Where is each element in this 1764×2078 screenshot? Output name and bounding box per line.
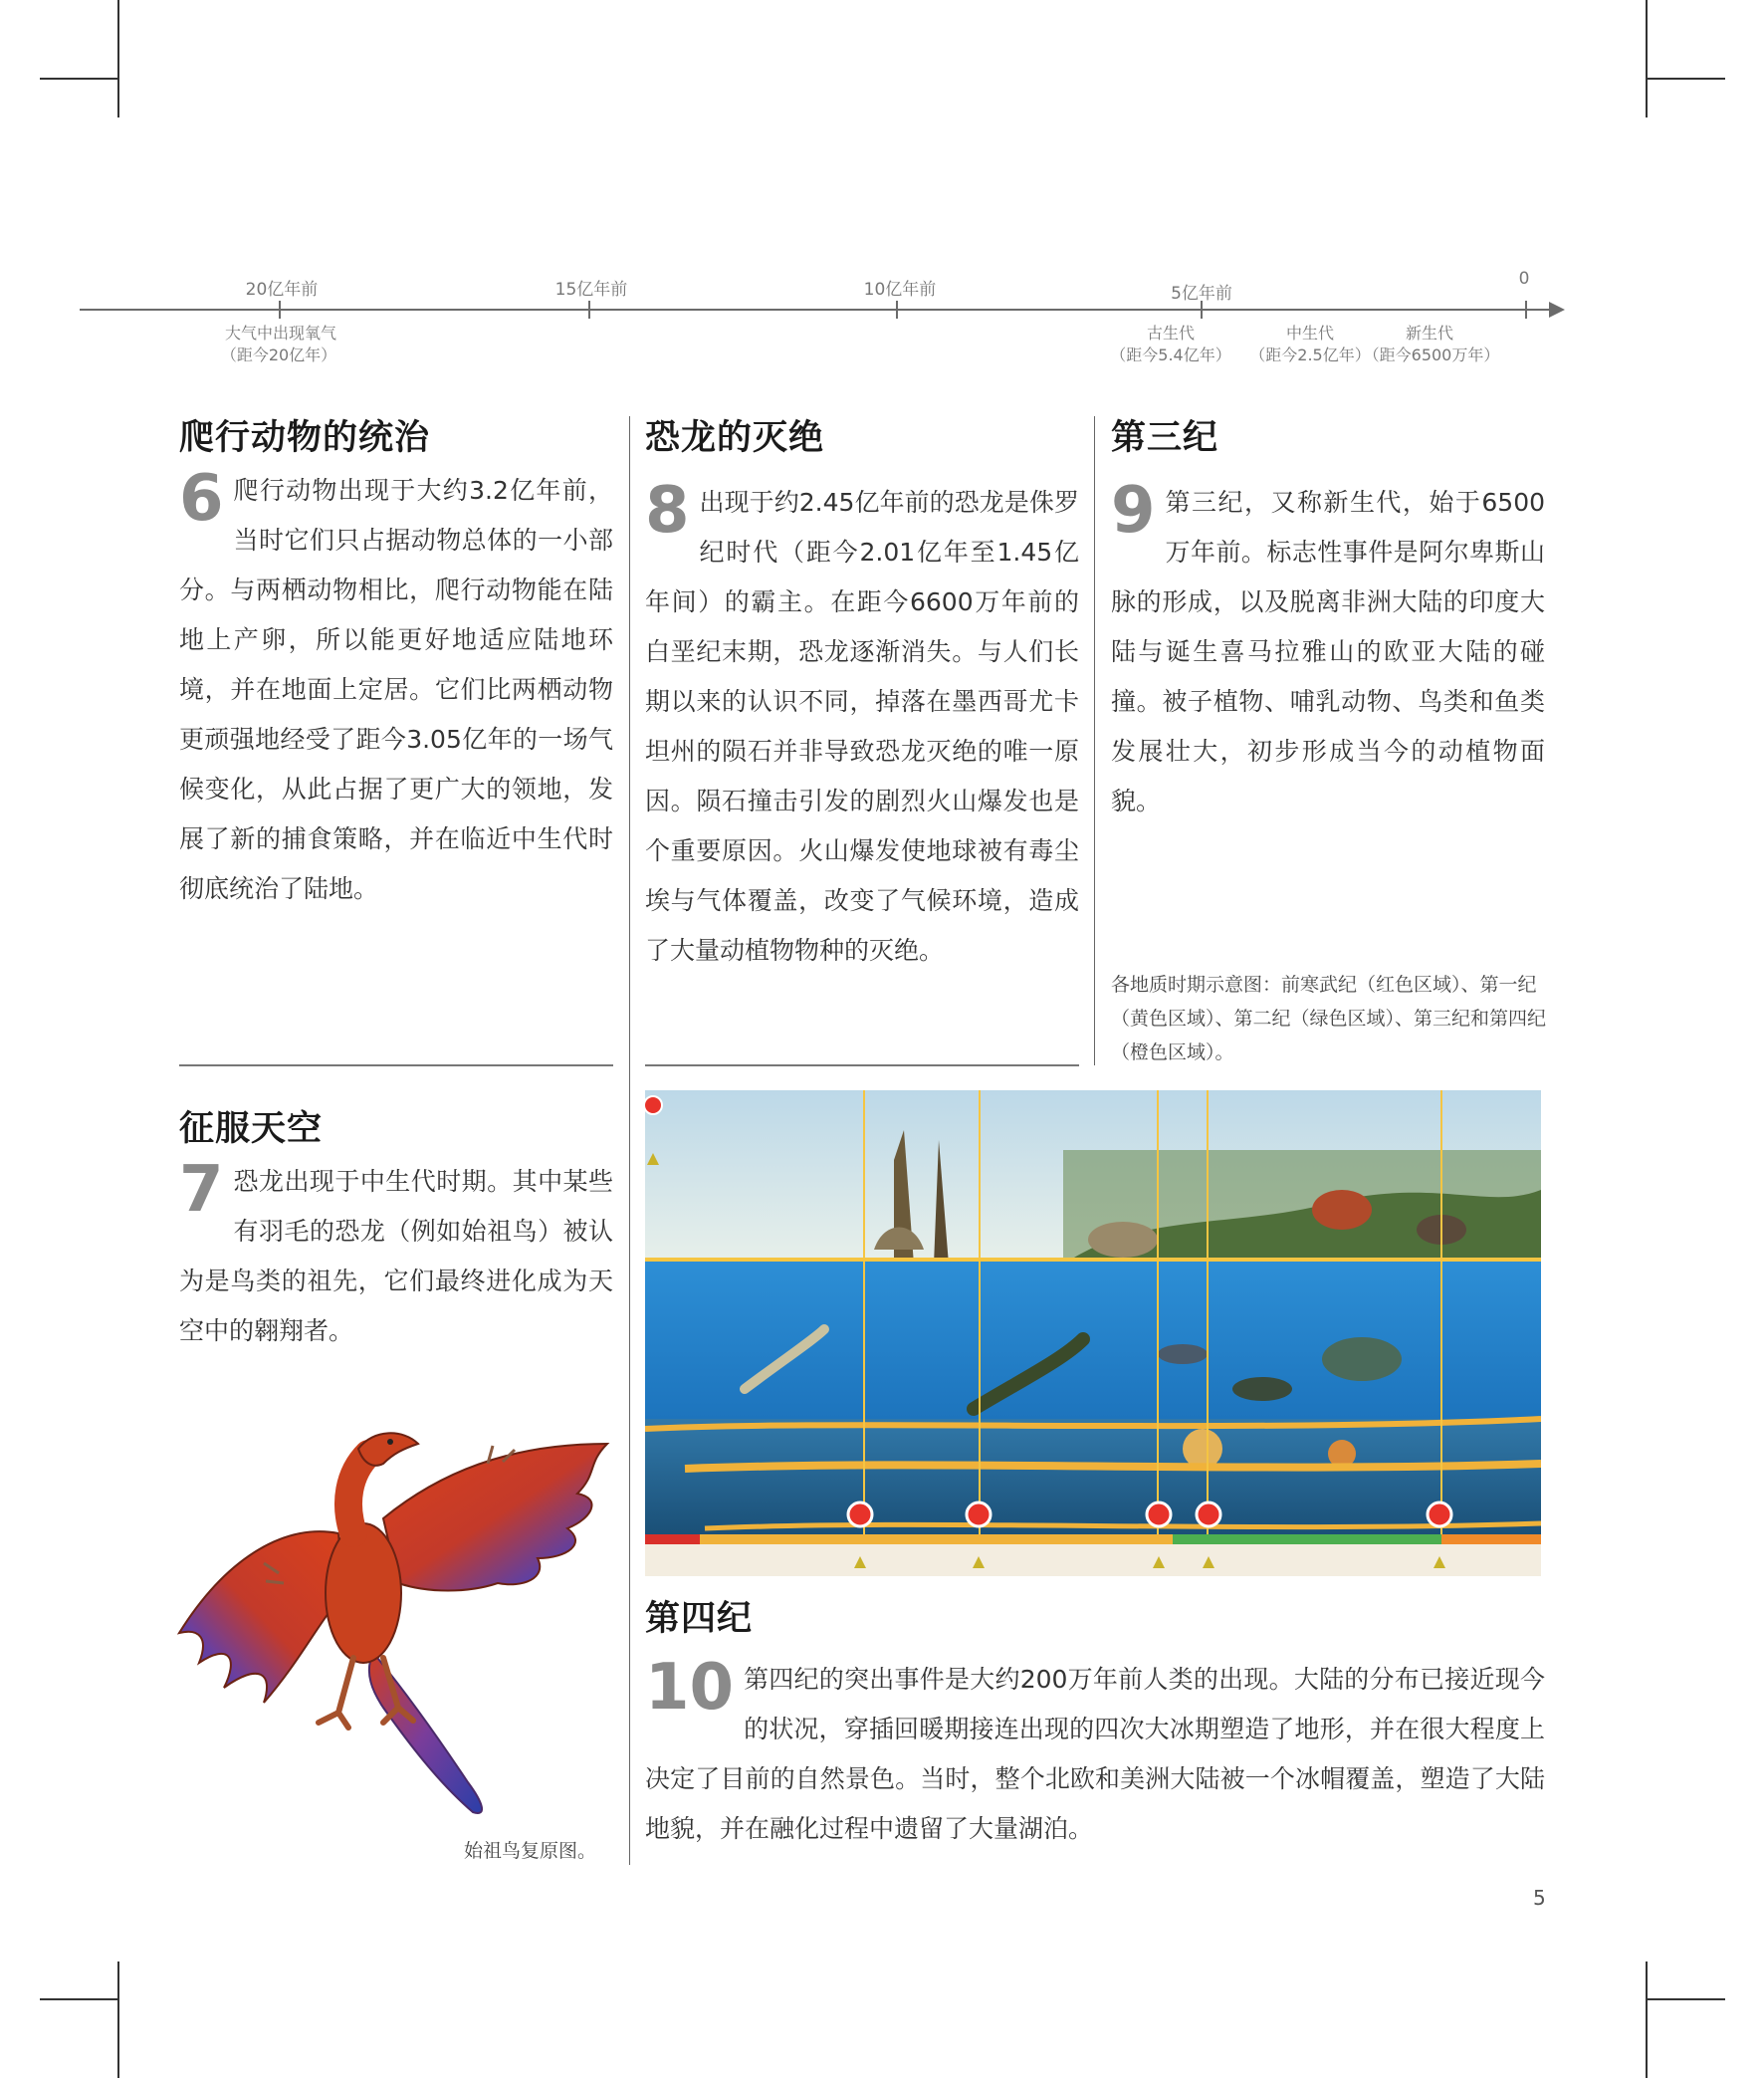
section-title-extinction: 恐龙的灭绝 [645, 418, 825, 458]
section-separator [179, 1064, 613, 1066]
archaeopteryx-illustration [169, 1424, 617, 1822]
timeline-event-oxygen-time: （距今20亿年） [220, 346, 337, 364]
crop-mark [117, 1962, 119, 2078]
timeline-axis [80, 309, 1553, 311]
section-separator [645, 1064, 1079, 1066]
crop-mark [1646, 1962, 1648, 2078]
timeline-arrow-icon [1549, 302, 1565, 318]
section-body: 恐龙出现于中生代时期。其中某些有羽毛的恐龙（例如始祖鸟）被认为是鸟类的祖先，它们最终进化成为天空中的翱翔者。 [179, 1167, 613, 1345]
timeline-era-paleozoic: 古生代 [1146, 324, 1196, 343]
right-wing [383, 1444, 607, 1591]
section-text-quaternary [645, 1651, 1545, 1854]
section-number: 10 [645, 1651, 735, 1725]
timeline-era-cenozoic-time: （距今6500万年） [1363, 346, 1500, 364]
section-text-extinction [645, 474, 1079, 976]
neck [348, 1454, 368, 1533]
timeline-event-oxygen: 大气中出现氧气 [224, 324, 337, 343]
section-text-sky [179, 1153, 613, 1356]
timeline-era-paleozoic-time: （距今5.4亿年） [1110, 346, 1231, 364]
caption-geologic-periods: 各地质时期示意图：前寒武纪（红色区域）、第一纪（黄色区域）、第二纪（绿色区域）、第三纪和第四纪（橙色区域）。 [1111, 974, 1547, 1063]
timeline-era-mesozoic: 中生代 [1285, 324, 1335, 343]
section-body: 爬行动物出现于大约3.2亿年前，当时它们只占据动物总体的一小部分。与两栖动物相比，爬行动物能在陆地上产卵，所以能更好地适应陆地环境，并在地面上定居。它们比两栖动物更顽强地经受了距今3.05亿年的一场气候变化，从此占据了更广大的领地，发展了新的捕食策略，并在临近中生代时彻底统治了陆地。 [179, 476, 613, 903]
section-number: 7 [179, 1153, 224, 1227]
section-title-quaternary: 第四纪 [645, 1599, 754, 1639]
timeline-label-2b: 20亿年前 [245, 280, 319, 300]
section-number: 6 [179, 462, 224, 536]
crop-mark [1648, 78, 1725, 80]
eye [387, 1439, 393, 1445]
timeline-tick [1525, 301, 1527, 319]
crop-mark [1648, 1998, 1725, 2000]
timeline-tick [279, 301, 281, 319]
timeline-tick [588, 301, 590, 319]
crop-mark [117, 0, 119, 117]
crop-mark [1646, 0, 1648, 117]
column-divider [1094, 416, 1095, 1065]
section-number: 9 [1111, 474, 1156, 548]
section-text-tertiary [1111, 474, 1545, 826]
section-body: 第四纪的突出事件是大约200万年前人类的出现。大陆的分布已接近现今的状况，穿插回暖期接连出现的四次大冰期塑造了地形，并在很大程度上决定了目前的自然景色。当时，整个北欧和美洲大陆被一个冰帽覆盖，塑造了大陆地貌，并在融化过程中遗留了大量湖泊。 [645, 1665, 1545, 1843]
section-title-reptiles: 爬行动物的统治 [179, 418, 431, 458]
timeline-era-mesozoic-time: （距今2.5亿年） [1249, 346, 1371, 364]
geologic-periods-illustration [645, 1090, 1541, 1576]
timeline-era-cenozoic: 新生代 [1405, 324, 1454, 343]
section-body: 出现于约2.45亿年前的恐龙是侏罗纪时代（距今2.01亿年至1.45亿年间）的霸主。在距今6600万年前的白垩纪末期，恐龙逐渐消失。与人们长期以来的认识不同，掉落在墨西哥尤卡坦州的陨石并非导致恐龙灭绝的唯一原因。陨石撞击引发的剧烈火山爆发也是个重要原因。火山爆发使地球被有毒尘埃与气体覆盖，改变了气候环境，造成了大量动植物物种的灭绝。 [645, 488, 1079, 965]
body [326, 1523, 401, 1663]
page-number: 5 [1533, 1886, 1546, 1910]
timeline-label-1b: 10亿年前 [863, 280, 937, 300]
section-number: 8 [645, 474, 690, 548]
timeline-label-zero: 0 [1518, 269, 1530, 289]
head [358, 1433, 418, 1466]
section-text-reptiles [179, 462, 613, 914]
section-title-tertiary: 第三纪 [1111, 418, 1219, 458]
column-divider [629, 416, 630, 1865]
timeline-tick [896, 301, 898, 319]
crop-mark [40, 78, 117, 80]
left-wing [179, 1531, 343, 1703]
timeline-label-1-5b: 15亿年前 [554, 280, 628, 300]
crop-mark [40, 1998, 117, 2000]
section-body: 第三纪，又称新生代，始于6500万年前。标志性事件是阿尔卑斯山脉的形成，以及脱离非洲大陆的印度大陆与诞生喜马拉雅山的欧亚大陆的碰撞。被子植物、哺乳动物、鸟类和鱼类发展壮大，初步形成当今的动植物面貌。 [1111, 488, 1545, 815]
section-title-sky: 征服天空 [179, 1109, 324, 1149]
caption-archaeopteryx: 始祖鸟复原图。 [464, 1840, 597, 1862]
timeline-label-500m: 5亿年前 [1171, 284, 1232, 304]
